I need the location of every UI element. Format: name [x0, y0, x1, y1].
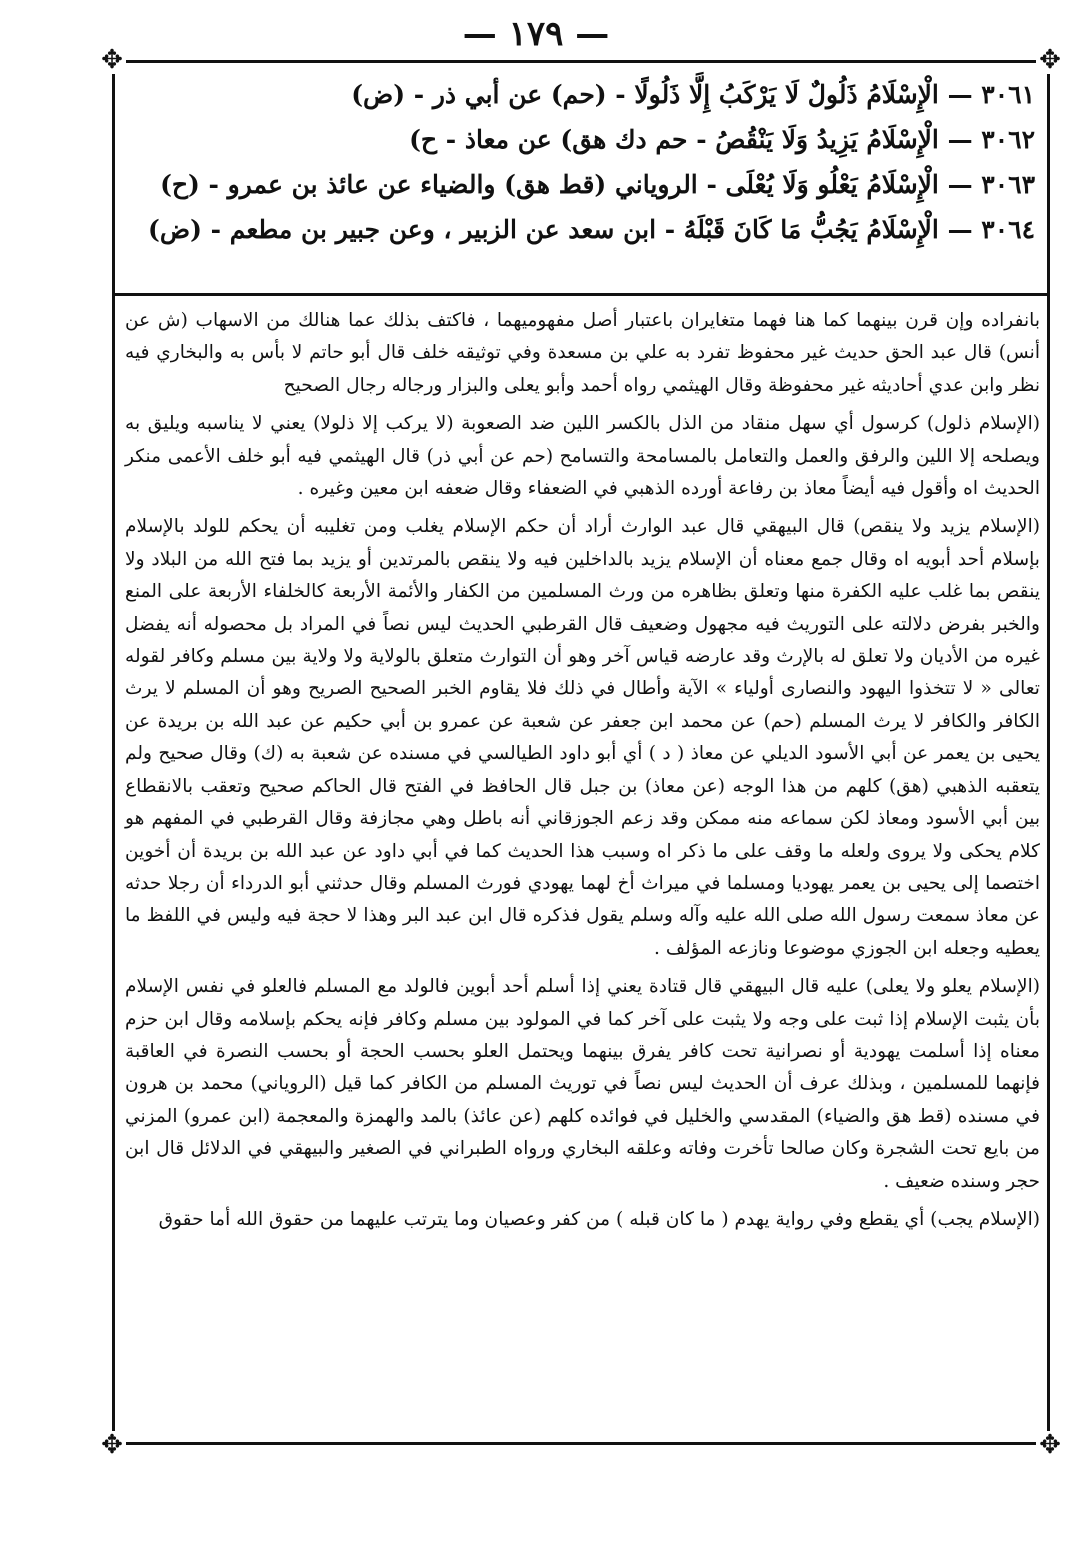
hadith-3061: ٣٠٦١ — الْإِسْلَامُ ذَلُولٌ لَا يَرْكَبُ إِلَّا ذَلُولًا - (حم) عن أبي ذر - (ض)	[351, 80, 1035, 109]
hadith-3063: ٣٠٦٣ — الْإِسْلَامُ يَعْلُو وَلَا يُعْلَى - الروياني (قط هق) والضياء عن عائذ بن عمرو - (ح)	[160, 170, 1035, 199]
hadith-3064: ٣٠٦٤ — الْإِسْلَامُ يَجُبُّ مَا كَانَ قَبْلَهُ - ابن سعد عن الزبير ، وعن جبير بن مطعم - (ض)	[148, 215, 1035, 244]
commentary-paragraph: بانفراده وإن قرن بينهما كما هنا فهما متغايران باعتبار أصل مفهوميهما ، فاكتف بذلك عما هنالك من الاسهاب (ش عن أنس) قال عبد الحق حديث غير محفوظ تفرد به علي بن مسعدة وفي توثيقه خلف قال أبو حاتم لا بأس به والبخاري فيه نظر وابن عدي أحاديثه غير محفوظة وقال الهيثمي رواه أحمد وأبو يعلى والبزار ورجاله رجال الصحيح	[125, 310, 1040, 396]
floral-corner-icon: ✥	[1036, 1431, 1064, 1459]
commentary-paragraph: (الإسلام يعلو ولا يعلى) عليه قال البيهقي قال قتادة يعني إذا أسلم أحد أبوين فالولد مع المسلم فالعلو في نفس الإسلام بأن يثبت الإسلام إذا ثبت على وجه ولا يثبت على آخر كما في المولود بين مسلم وكافر فإنه يحكم بإسلامه وقال ابن حزم معناه إذا أسلمت يهودية أو نصرانية تحت كافر يفرق بينهما ويحتمل العلو بحسب الحجة أو بحسب النصرة في العاقبة فإنهما للمسلمين ، وبذلك عرف أن الحديث ليس نصاً في توريث المسلم من الكافر كما قيل (الروياني) محمد بن هرون في مسنده (قط هق والضياء) المقدسي والخليل في فوائده كلهم (عن عائذ) بالمد والهمزة والمعجمة (ابن عمرو) المزني من بايع تحت الشجرة وكان صالحا تأخرت وفاته وعلقه البخاري ورواه الطبراني في الصغير والبيهقي في الدلائل قال ابن حجر وسنده ضعيف .	[125, 976, 1040, 1192]
hadith-3062: ٣٠٦٢ — الْإِسْلَامُ يَزِيدُ وَلَا يَنْقُصُ - حم دك هق) عن معاذ - ح)	[409, 125, 1035, 154]
commentary-paragraph: (الإسلام ذلول) كرسول أي سهل منقاد من الذل بالكسر اللين ضد الصعوبة (لا يركب إلا ذلولا) يعني لا يناسبه ويليق به ويصلحه إلا اللين والرفق والعمل والتعامل بالمسامحة والتسامح (حم عن أبي ذر) قال الهيثمي فيه أبو خلف الأعمى منكر الحديث اه وأقول فيه أيضاً معاذ بن رفاعة أورده الذهبي في الضعفاء وقال ضعفه ابن معين وغيره .	[125, 413, 1040, 500]
section-divider	[112, 293, 1050, 296]
commentary-paragraph: (الإسلام يجب) أي يقطع وفي رواية يهدم ( ما كان قبله ) من كفر وعصيان وما يترتب عليهما من حقوق الله أما حقوق	[158, 1208, 1040, 1230]
floral-corner-icon: ✥	[98, 46, 126, 74]
hadith-list	[130, 72, 1035, 252]
commentary-paragraph: (الإسلام يزيد ولا ينقص) قال البيهقي قال عبد الوارث أراد أن حكم الإسلام يغلب ومن تغليبه أن يحكم للولد بالإسلام بإسلام أحد أبويه اه وقال جمع معناه أن الإسلام يزيد بالداخلين فيه ولا ينقص بالمرتدين أو يزيد بما فتح الله من البلاد ولا ينقص بما غلب عليه الكفرة منها وتعلق بظاهره من ورث المسلمين من الكفار والأئمة الأربعة كالخلفاء الأربعة على المنع والخبر بفرض دلالته على التوريث فيه مجهول وضعيف قال القرطبي الحديث ليس نصاً في المراد بل محصوله أنه يفضل غيره من الأديان ولا تعلق له بالإرث وقد عارضه قياس آخر وهو أن التوارث متعلق بالولاية ولا ولاية بين مسلم وكافر لقوله تعالى « لا تتخذوا اليهود والنصارى أولياء » الآية وأطال في ذلك فلا يقاوم الخبر الصحيح الصريح وهو أن المسلم لا يرث الكافر والكافر لا يرث المسلم (حم) عن محمد ابن جعفر عن شعبة عن عمرو بن أبي حكيم عن عبد الله بن بريدة عن يحيى بن يعمر عن أبي الأسود الديلي عن معاذ ( د ) أي أبو داود الطيالسي في مسنده عن شعبة به (ك) وقال صحيح ولم يتعقبه الذهبي (هق) كلهم من هذا الوجه (عن معاذ) بن جبل قال الحافظ في الفتح قال الحاكم صحيح وتعقب بالانقطاع بين أبي الأسود ومعاذ لكن سماعه منه ممكن وقد زعم الجوزقاني أنه باطل وهي مجازفة وقال القرطبي في المفهم هو كلام يحكى ولا يروى ولعله ما وقف على ما ذكر اه وسبب هذا الحديث كما في أبي داود عن عبد الله بن بريدة أن أخوين اختصما إلى يحيى بن يعمر يهوديا ومسلما في ميراث أخ لهما يهودي فورث المسلم وقال حدثني أبو الدرداء أن رجلا حدثه عن معاذ سمعت رسول الله صلى الله عليه وآله وسلم يقول فذكره قال ابن عبد البر وهذا لا حجة فيه وليس في اللفظ ما يعطيه وجعله ابن الجوزي موضوعا ونازعه المؤلف .	[125, 516, 1040, 959]
commentary-section	[125, 305, 1040, 1236]
page-number: — ١٧٩ —	[462, 14, 610, 54]
floral-corner-icon: ✥	[98, 1431, 126, 1459]
floral-corner-icon: ✥	[1036, 46, 1064, 74]
